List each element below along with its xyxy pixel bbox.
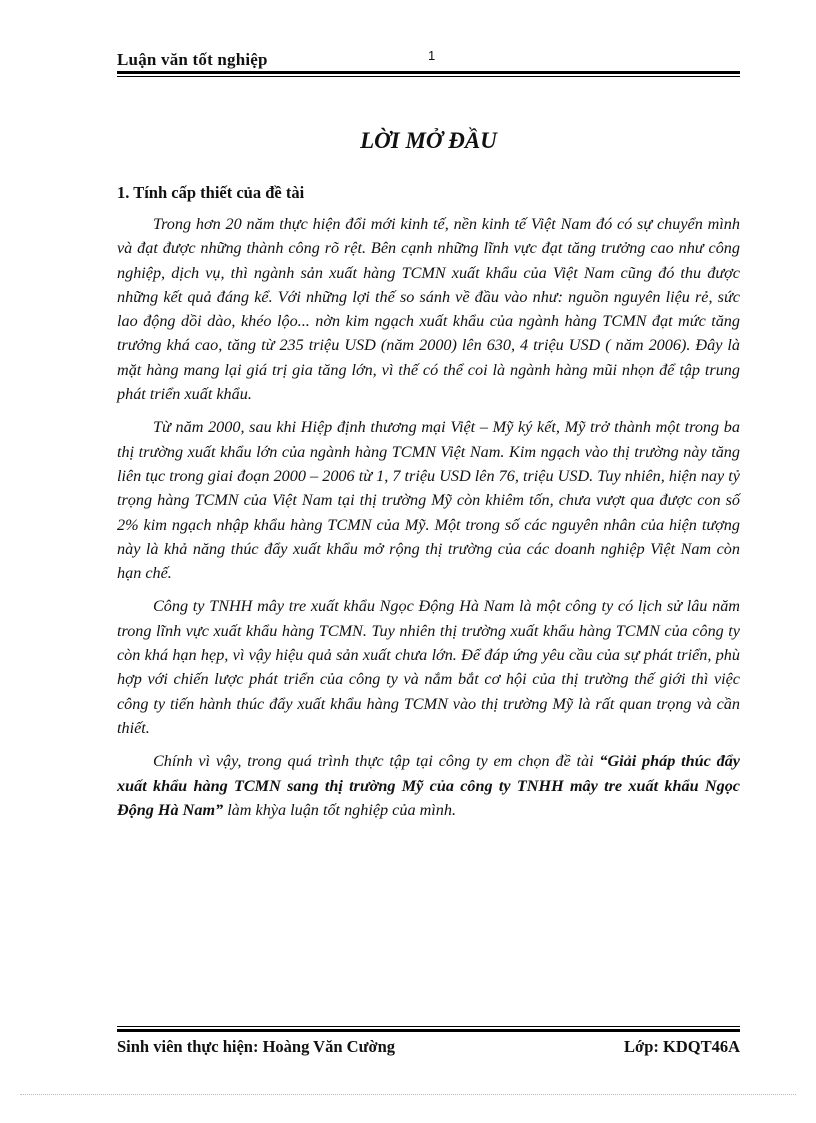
footer-rule-thick — [117, 1029, 740, 1032]
page-number: 1 — [428, 48, 436, 63]
document-title: LỜI MỞ ĐẦU — [360, 128, 497, 153]
header-rule-thick — [117, 71, 740, 74]
thesis-topic: “Giải pháp thúc đẩy xuất khẩu hàng TCMN sang thị trường Mỹ của công ty TNHH mây tre xuất khẩu Ngọc Động Hà Nam” — [117, 752, 740, 819]
footer-class: Lớp: KDQT46A — [624, 1037, 740, 1056]
page-header — [117, 48, 740, 72]
header-rule-thin — [117, 76, 740, 77]
page-bottom-divider — [20, 1094, 796, 1096]
paragraph: Trong hơn 20 năm thực hiện đổi mới kinh tế, nền kinh tế Việt Nam đó có sự chuyển mình và đạt được những thành công rõ rệt. Bên cạnh những lĩnh vực đạt tăng trưởng cao như công nghiệp, dịch vụ, thì ngành sản xuất hàng TCMN xuất khẩu của Việt Nam cũng đó thu được những kết quả đáng kể. Với những lợi thế so sánh về đầu vào như: nguồn nguyên liệu rẻ, sức lao động dồi dào, khéo lộo... nờn kim ngạch xuất khẩu của ngành hàng TCMN đạt mức tăng trưởng khá cao, tăng từ 235 triệu USD (năm 2000) lên 630, 4 triệu USD ( năm 2006). Đây là mặt hàng mang lại giá trị gia tăng lớn, vì thế có thể coi là ngành hàng mũi nhọn để tập trung phát triển xuất khẩu. — [117, 215, 740, 404]
section-heading: 1. Tính cấp thiết của đề tài — [117, 183, 305, 202]
paragraph-lead: Chính vì vậy, trong quá trình thực tập tại công ty em chọn đề tài — [153, 752, 600, 771]
paragraph-tail: làm khỳa luận tốt nghiệp của mình. — [223, 800, 457, 819]
header-title: Luận văn tốt nghiệp — [117, 50, 268, 69]
paragraph: Công ty TNHH mây tre xuất khẩu Ngọc Động Hà Nam là một công ty có lịch sử lâu năm trong lĩnh vực xuất khẩu hàng TCMN. Tuy nhiên thị trường xuất khẩu hàng TCMN của công ty còn khá hạn hẹp, vì vậy hiệu quả sản xuất chưa lớn. Để đáp ứng yêu cầu của sự phát triển, phù hợp với chiến lược phát triển của công ty và nắm bắt cơ hội của thị trường thế giới thì việc công ty tiến hành thúc đẩy xuất khẩu hàng TCMN vào thị trường Mỹ là rất quan trọng và cần thiết. — [117, 597, 740, 737]
paragraph: Từ năm 2000, sau khi Hiệp định thương mại Việt – Mỹ ký kết, Mỹ trở thành một trong ba thị trường xuất khẩu lớn của ngành hàng TCMN Việt Nam. Kim ngạch vào thị trường này tăng liên tục trong giai đoạn 2000 – 2006 từ 1, 7 triệu USD lên 76, triệu USD. Tuy nhiên, hiện nay tỷ trọng hàng TCMN của Việt Nam tại thị trường Mỹ còn khiêm tốn, chưa vượt qua được con số 2% kim ngạch nhập khẩu hàng TCMN của Mỹ. Một trong số các nguyên nhân của hiện tượng này là khả năng thúc đẩy xuất khẩu mở rộng thị trường của các doanh nghiệp Việt Nam còn hạn chế. — [117, 418, 740, 583]
footer-student: Sinh viên thực hiện: Hoàng Văn Cường — [117, 1037, 396, 1056]
document-body — [117, 212, 740, 831]
paragraph-final — [117, 749, 740, 822]
footer-rule-thin — [117, 1026, 740, 1027]
page-footer — [117, 1037, 740, 1059]
